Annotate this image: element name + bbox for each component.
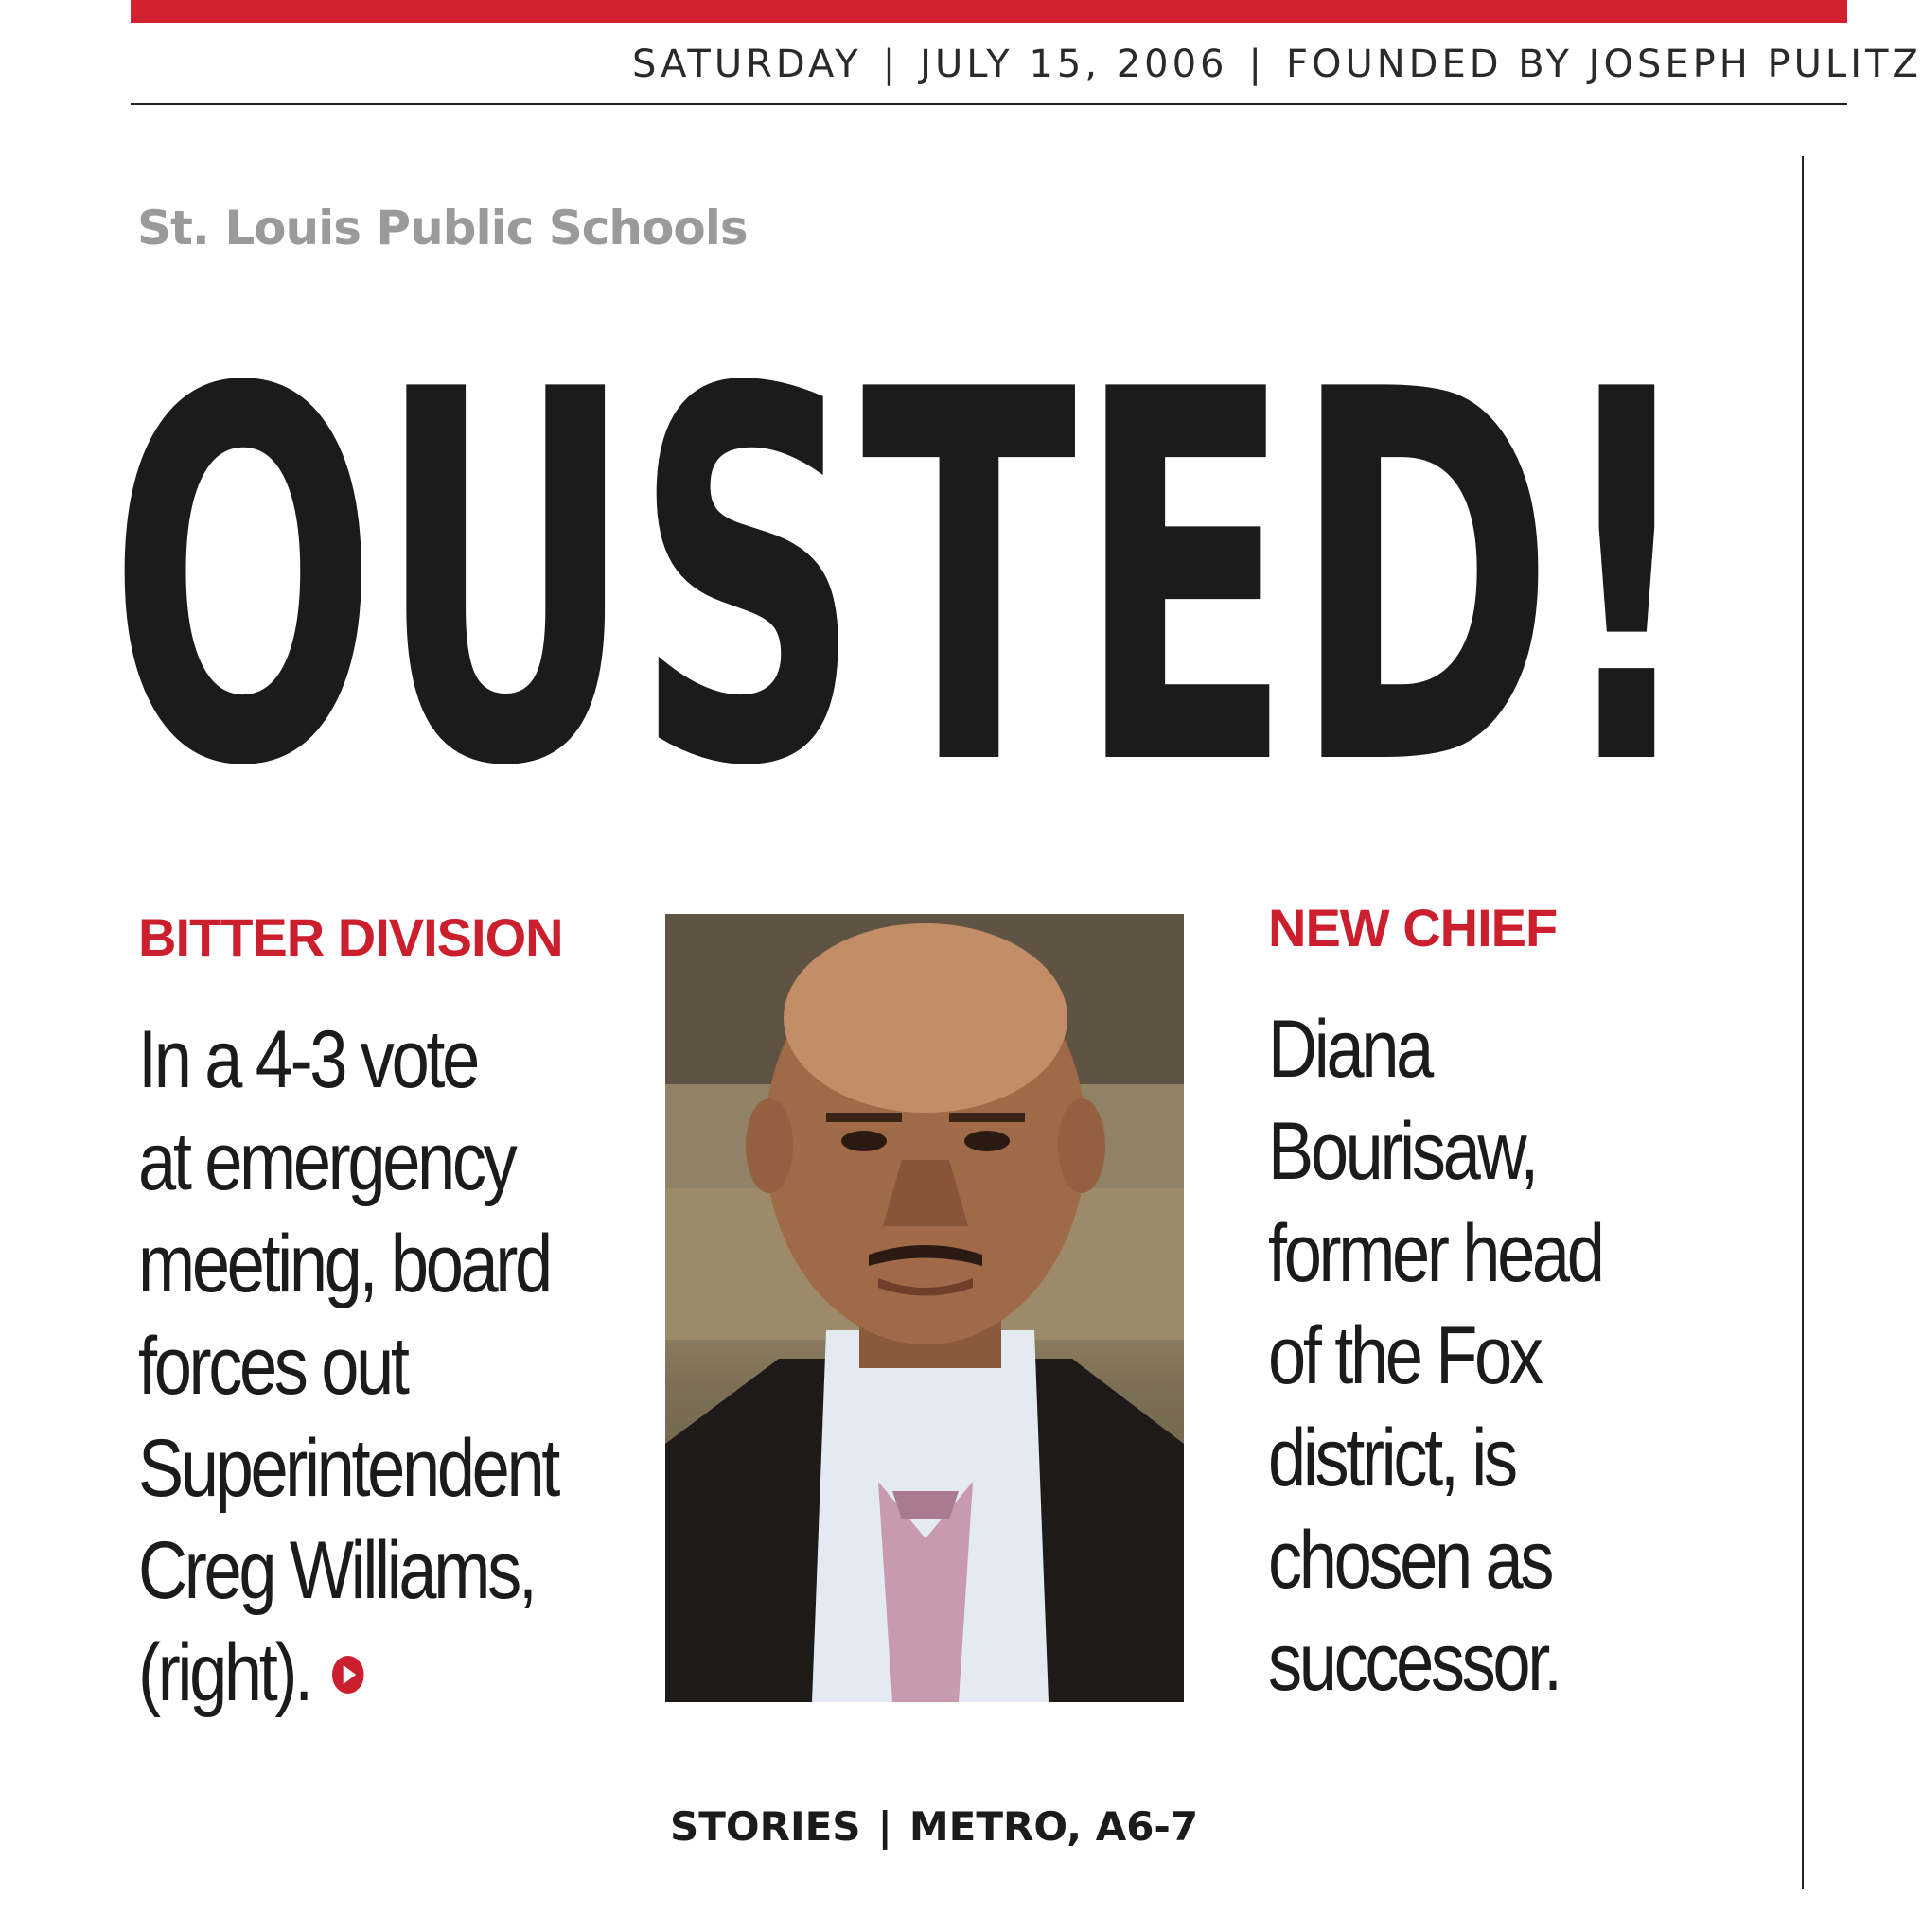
left-deck <box>138 1009 583 1724</box>
deck-line: district, is <box>1268 1413 1515 1503</box>
deck-line: chosen as <box>1268 1515 1552 1606</box>
dateline-date: JULY 15, 2006 <box>920 43 1228 86</box>
stories-label: STORIES <box>670 1803 861 1850</box>
portrait-illustration <box>665 914 1184 1702</box>
masthead-red-bar <box>131 0 1847 23</box>
deck-line-text: (right). <box>138 1627 310 1718</box>
masthead-dateline <box>632 38 1922 91</box>
deck-line: In a 4-3 vote <box>138 1014 477 1105</box>
left-section-label: BITTER DIVISION <box>138 907 563 967</box>
deck-line: of the Fox <box>1268 1310 1541 1401</box>
deck-line: meeting, board <box>138 1219 550 1309</box>
right-section-label: NEW CHIEF <box>1268 898 1558 957</box>
deck-line: former head <box>1268 1208 1602 1299</box>
dateline-day: SATURDAY <box>632 43 862 86</box>
column-divider-rule <box>1802 156 1804 1889</box>
reference-separator: | <box>877 1803 892 1850</box>
page-reference: METRO, A6-7 <box>908 1803 1199 1850</box>
deck-line: at emergency <box>138 1116 515 1207</box>
deck-line: Creg Williams, <box>138 1525 535 1616</box>
deck-line: Diana <box>1268 1004 1431 1095</box>
masthead-rule <box>131 103 1847 105</box>
dateline-founder: FOUNDED BY JOSEPH PULITZ <box>1285 43 1922 86</box>
headline-text: OUSTED! <box>109 284 1699 878</box>
deck-line: Bourisaw, <box>1268 1106 1536 1197</box>
headline <box>109 284 1699 878</box>
section-kicker: St. Louis Public Schools <box>137 201 748 255</box>
right-deck <box>1268 998 1666 1713</box>
dateline-separator: | <box>1248 43 1265 86</box>
dateline-separator: | <box>882 43 900 86</box>
deck-line: Superintendent <box>138 1423 557 1514</box>
play-arrow-icon[interactable] <box>332 1656 364 1694</box>
deck-line: successor. <box>1268 1617 1560 1708</box>
deck-line: forces out <box>138 1321 407 1412</box>
story-reference[interactable] <box>670 1803 1198 1850</box>
portrait-photo <box>665 914 1184 1702</box>
deck-line-last <box>138 1622 583 1724</box>
